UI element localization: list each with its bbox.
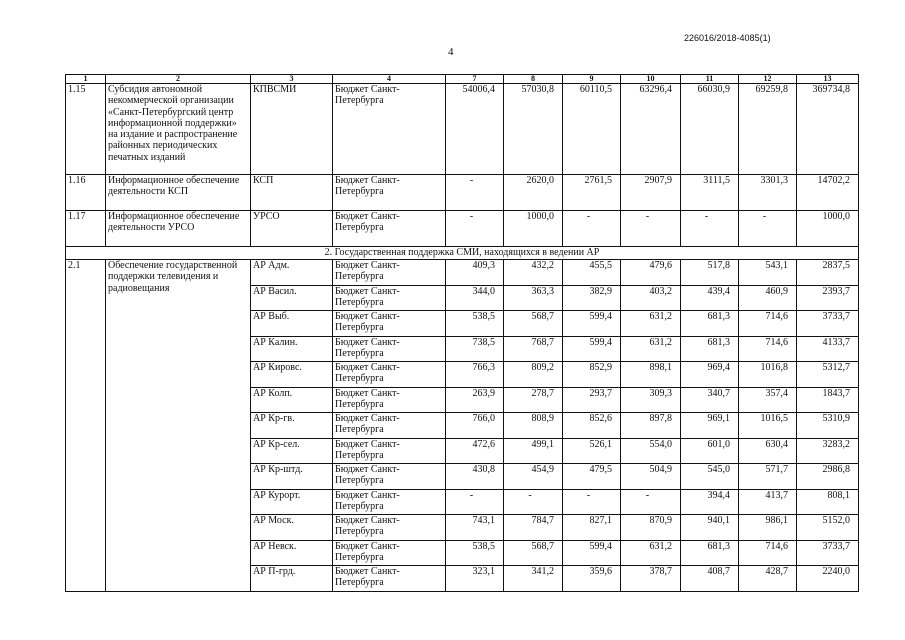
value-cell: 809,2 <box>504 362 563 388</box>
value-cell: 408,7 <box>681 566 739 592</box>
value-cell: 340,7 <box>681 387 739 413</box>
value-cell: 2240,0 <box>797 566 859 592</box>
executor-cell: АР Кр-штд. <box>251 464 333 490</box>
value-cell: 460,9 <box>739 285 797 311</box>
value-cell: 538,5 <box>446 311 504 337</box>
executor-cell: АР Колп. <box>251 387 333 413</box>
document-number: 226016/2018-4085(1) <box>684 33 771 43</box>
value-cell: 681,3 <box>681 336 739 362</box>
value-cell: - <box>563 211 621 247</box>
table-row <box>66 175 859 211</box>
source-cell: Бюджет Санкт-Петербурга <box>333 464 446 490</box>
value-cell: 768,7 <box>504 336 563 362</box>
value-cell: 545,0 <box>681 464 739 490</box>
value-cell: 430,8 <box>446 464 504 490</box>
value-cell: 1000,0 <box>504 211 563 247</box>
value-cell: 378,7 <box>621 566 681 592</box>
value-cell: 278,7 <box>504 387 563 413</box>
value-cell: 601,0 <box>681 438 739 464</box>
name-cell: Обеспечение государственной поддержки телевидения и радиовещания <box>106 260 251 592</box>
value-cell: 3111,5 <box>681 175 739 211</box>
header-row <box>66 75 859 84</box>
value-cell: 413,7 <box>739 489 797 515</box>
value-cell: 344,0 <box>446 285 504 311</box>
row-number-cell: 2.1 <box>66 260 106 592</box>
executor-cell: АР Васил. <box>251 285 333 311</box>
value-cell: 681,3 <box>681 540 739 566</box>
value-cell: 69259,8 <box>739 84 797 175</box>
value-cell: 2393,7 <box>797 285 859 311</box>
value-cell: 571,7 <box>739 464 797 490</box>
value-cell: 631,2 <box>621 311 681 337</box>
source-cell: Бюджет Санкт-Петербурга <box>333 175 446 211</box>
source-cell: Бюджет Санкт-Петербурга <box>333 311 446 337</box>
executor-cell: АР Курорт. <box>251 489 333 515</box>
executor-cell: КПВСМИ <box>251 84 333 175</box>
table-row <box>66 211 859 247</box>
value-cell: 940,1 <box>681 515 739 541</box>
value-cell: 808,9 <box>504 413 563 439</box>
section-row <box>66 247 859 260</box>
value-cell: 409,3 <box>446 260 504 286</box>
value-cell: 2837,5 <box>797 260 859 286</box>
source-cell: Бюджет Санкт-Петербурга <box>333 413 446 439</box>
value-cell: 357,4 <box>739 387 797 413</box>
name-cell: Информационное обеспечение деятельности УРСО <box>106 211 251 247</box>
value-cell: 568,7 <box>504 311 563 337</box>
value-cell: 66030,9 <box>681 84 739 175</box>
value-cell: - <box>681 211 739 247</box>
header-cell: 7 <box>446 75 504 84</box>
value-cell: 3301,3 <box>739 175 797 211</box>
value-cell: 2986,8 <box>797 464 859 490</box>
value-cell: 631,2 <box>621 336 681 362</box>
value-cell: 1843,7 <box>797 387 859 413</box>
source-cell: Бюджет Санкт-Петербурга <box>333 211 446 247</box>
value-cell: 499,1 <box>504 438 563 464</box>
value-cell: 309,3 <box>621 387 681 413</box>
value-cell: 870,9 <box>621 515 681 541</box>
value-cell: 1016,8 <box>739 362 797 388</box>
value-cell: 714,6 <box>739 336 797 362</box>
budget-table <box>65 74 859 592</box>
value-cell: 2761,5 <box>563 175 621 211</box>
value-cell: 428,7 <box>739 566 797 592</box>
value-cell: 681,3 <box>681 311 739 337</box>
value-cell: 293,7 <box>563 387 621 413</box>
value-cell: 969,1 <box>681 413 739 439</box>
header-cell: 11 <box>681 75 739 84</box>
value-cell: 472,6 <box>446 438 504 464</box>
header-cell: 12 <box>739 75 797 84</box>
value-cell: 479,6 <box>621 260 681 286</box>
executor-cell: АР Моск. <box>251 515 333 541</box>
value-cell: 554,0 <box>621 438 681 464</box>
value-cell: 341,2 <box>504 566 563 592</box>
executor-cell: АР Адм. <box>251 260 333 286</box>
value-cell: 369734,8 <box>797 84 859 175</box>
row-number-cell: 1.17 <box>66 211 106 247</box>
value-cell: - <box>504 489 563 515</box>
source-cell: Бюджет Санкт-Петербурга <box>333 84 446 175</box>
row-number-cell: 1.15 <box>66 84 106 175</box>
executor-cell: АР П-грд. <box>251 566 333 592</box>
value-cell: - <box>446 489 504 515</box>
value-cell: 827,1 <box>563 515 621 541</box>
value-cell: 5152,0 <box>797 515 859 541</box>
value-cell: 57030,8 <box>504 84 563 175</box>
value-cell: 784,7 <box>504 515 563 541</box>
value-cell: - <box>621 489 681 515</box>
table-row <box>66 84 859 175</box>
value-cell: 766,3 <box>446 362 504 388</box>
value-cell: 898,1 <box>621 362 681 388</box>
value-cell: 852,6 <box>563 413 621 439</box>
header-cell: 10 <box>621 75 681 84</box>
page-number: 4 <box>448 46 454 58</box>
value-cell: 394,4 <box>681 489 739 515</box>
header-cell: 3 <box>251 75 333 84</box>
value-cell: 504,9 <box>621 464 681 490</box>
value-cell: 969,4 <box>681 362 739 388</box>
name-cell: Субсидия автономной некоммерческой организации «Санкт-Петербургский центр информационной поддержки» на издание и распространение районных периодических печатных изданий <box>106 84 251 175</box>
value-cell: 1016,5 <box>739 413 797 439</box>
executor-cell: АР Кр-гв. <box>251 413 333 439</box>
value-cell: 599,4 <box>563 311 621 337</box>
header-cell: 4 <box>333 75 446 84</box>
header-cell: 9 <box>563 75 621 84</box>
source-cell: Бюджет Санкт-Петербурга <box>333 566 446 592</box>
value-cell: 403,2 <box>621 285 681 311</box>
value-cell: - <box>446 175 504 211</box>
value-cell: 382,9 <box>563 285 621 311</box>
value-cell: 538,5 <box>446 540 504 566</box>
value-cell: 568,7 <box>504 540 563 566</box>
source-cell: Бюджет Санкт-Петербурга <box>333 387 446 413</box>
value-cell: 60110,5 <box>563 84 621 175</box>
executor-cell: АР Калин. <box>251 336 333 362</box>
header-cell: 1 <box>66 75 106 84</box>
value-cell: 543,1 <box>739 260 797 286</box>
header-cell: 8 <box>504 75 563 84</box>
value-cell: 743,1 <box>446 515 504 541</box>
source-cell: Бюджет Санкт-Петербурга <box>333 438 446 464</box>
value-cell: 714,6 <box>739 540 797 566</box>
value-cell: 3733,7 <box>797 540 859 566</box>
value-cell: 1000,0 <box>797 211 859 247</box>
value-cell: - <box>621 211 681 247</box>
value-cell: 714,6 <box>739 311 797 337</box>
source-cell: Бюджет Санкт-Петербурга <box>333 489 446 515</box>
value-cell: 54006,4 <box>446 84 504 175</box>
value-cell: 432,2 <box>504 260 563 286</box>
value-cell: 766,0 <box>446 413 504 439</box>
name-cell: Информационное обеспечение деятельности КСП <box>106 175 251 211</box>
value-cell: - <box>563 489 621 515</box>
value-cell: 323,1 <box>446 566 504 592</box>
value-cell: 455,5 <box>563 260 621 286</box>
value-cell: 5310,9 <box>797 413 859 439</box>
table-row <box>66 260 859 286</box>
value-cell: 631,2 <box>621 540 681 566</box>
source-cell: Бюджет Санкт-Петербурга <box>333 515 446 541</box>
value-cell: 852,9 <box>563 362 621 388</box>
section-title: 2. Государственная поддержка СМИ, находящихся в ведении АР <box>66 247 859 260</box>
value-cell: 479,5 <box>563 464 621 490</box>
value-cell: 599,4 <box>563 540 621 566</box>
header-cell: 13 <box>797 75 859 84</box>
value-cell: 4133,7 <box>797 336 859 362</box>
table-body <box>66 75 859 592</box>
value-cell: - <box>739 211 797 247</box>
value-cell: 363,3 <box>504 285 563 311</box>
executor-cell: КСП <box>251 175 333 211</box>
executor-cell: АР Невск. <box>251 540 333 566</box>
value-cell: 263,9 <box>446 387 504 413</box>
executor-cell: АР Кр-сел. <box>251 438 333 464</box>
value-cell: 3283,2 <box>797 438 859 464</box>
source-cell: Бюджет Санкт-Петербурга <box>333 285 446 311</box>
value-cell: 3733,7 <box>797 311 859 337</box>
row-number-cell: 1.16 <box>66 175 106 211</box>
value-cell: 517,8 <box>681 260 739 286</box>
executor-cell: АР Кировс. <box>251 362 333 388</box>
value-cell: 14702,2 <box>797 175 859 211</box>
value-cell: 359,6 <box>563 566 621 592</box>
value-cell: 2907,9 <box>621 175 681 211</box>
value-cell: 630,4 <box>739 438 797 464</box>
header-cell: 2 <box>106 75 251 84</box>
value-cell: 2620,0 <box>504 175 563 211</box>
value-cell: 63296,4 <box>621 84 681 175</box>
value-cell: 439,4 <box>681 285 739 311</box>
value-cell: 526,1 <box>563 438 621 464</box>
value-cell: 738,5 <box>446 336 504 362</box>
executor-cell: АР Выб. <box>251 311 333 337</box>
executor-cell: УРСО <box>251 211 333 247</box>
value-cell: 454,9 <box>504 464 563 490</box>
value-cell: 808,1 <box>797 489 859 515</box>
value-cell: - <box>446 211 504 247</box>
source-cell: Бюджет Санкт-Петербурга <box>333 540 446 566</box>
source-cell: Бюджет Санкт-Петербурга <box>333 362 446 388</box>
source-cell: Бюджет Санкт-Петербурга <box>333 260 446 286</box>
value-cell: 986,1 <box>739 515 797 541</box>
value-cell: 599,4 <box>563 336 621 362</box>
source-cell: Бюджет Санкт-Петербурга <box>333 336 446 362</box>
value-cell: 897,8 <box>621 413 681 439</box>
value-cell: 5312,7 <box>797 362 859 388</box>
